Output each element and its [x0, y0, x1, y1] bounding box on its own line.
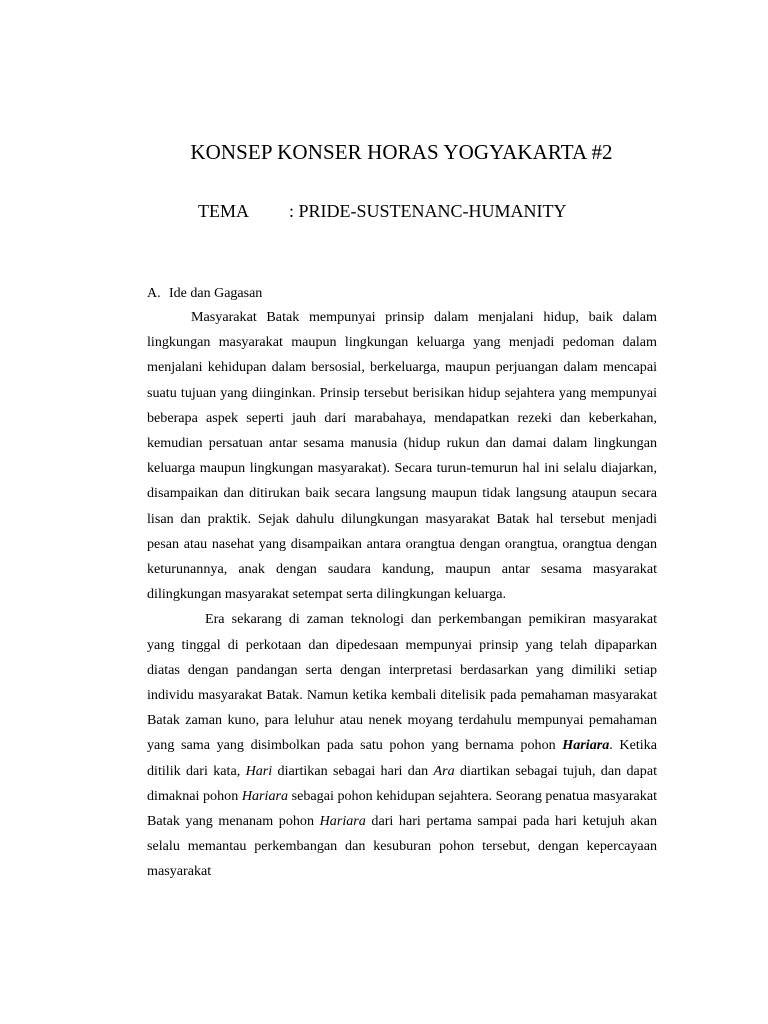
- term-hari: Hari: [245, 762, 273, 779]
- term-hariara: Hariara: [241, 787, 289, 804]
- paragraph-2: [147, 607, 657, 884]
- section-heading: [147, 286, 262, 302]
- term-hariara: Hariara: [319, 813, 366, 830]
- paragraph-2-text: diartikan sebagai tujuh, dan dapat dimaknai pohon: [147, 762, 657, 804]
- paragraph-2-text: dari hari pertama sampai pada hari ketujuh akan selalu memantau perkembangan dan kesuburan pohon tersebut, dengan kepercayaan masyarakat: [147, 813, 657, 880]
- section-title: Ide dan Gagasan: [169, 286, 263, 301]
- document-title: KONSEP KONSER HORAS YOGYAKARTA #2: [190, 140, 613, 164]
- tema-value: : PRIDE-SUSTENANC-HUMANITY: [289, 201, 567, 221]
- paragraph-2-text: Era sekarang di zaman teknologi dan perkembangan pemikiran masyarakat yang tinggal di perkotaan dan dipedesaan mempunyai prinsip yang telah dipaparkan diatas dengan pandangan serta dengan interpretasi berdasarkan yang dimiliki setiap individu masyarakat Batak. Namun ketika kembali ditelisik pada pemahaman masyarakat Batak zaman kuno, para leluhur atau nenek moyang terdahulu mempunyai pemahaman yang sama yang disimbolkan pada satu pohon yang bernama pohon: [147, 611, 657, 754]
- term-hariara-bold: Hariara: [562, 737, 610, 754]
- term-ara: Ara: [433, 762, 455, 779]
- paragraph-2-text: diartikan sebagai hari dan: [272, 762, 434, 779]
- paragraph-1: Masyarakat Batak mempunyai prinsip dalam menjalani hidup, baik dalam lingkungan masyarakat maupun lingkungan keluarga yang menjadi pedoman dalam menjalani kehidupan dalam bersosial, berkeluarga, maupun perjuangan dalam mencapai suatu tujuan yang diinginkan. Prinsip tersebut berisikan hidup sejahtera yang mempunyai beberapa aspek seperti jauh dari marabahaya, mendapatkan rezeki dan keberkahan, kemudian persatuan antar sesama manusia (hidup rukun dan damai dalam lingkungan keluarga maupun lingkungan masyarakat). Secara turun-temurun hal ini selalu diajarkan, disampaikan dan ditirukan baik secara langsung maupun tidak langsung ataupun secara lisan dan praktik. Sejak dahulu dilungkungan masyarakat Batak hal tersebut menjadi pesan atau nasehat yang disampaikan antara orangtua dengan orangtua, orangtua dengan keturunannya, anak dengan saudara kandung, maupun antar sesama masyarakat dilingkungan masyarakat setempat serta dilingkungan keluarga.: [147, 309, 657, 603]
- section-letter: A.: [147, 286, 161, 301]
- tema-label: TEMA: [198, 201, 249, 221]
- paragraph-2-text: . Ketika ditilik dari kata,: [147, 737, 657, 779]
- paragraph-2-text: sebagai pohon kehidupan sejahtera. Seorang penatua masyarakat Batak yang menanam pohon: [147, 787, 657, 830]
- body-text: [147, 305, 657, 885]
